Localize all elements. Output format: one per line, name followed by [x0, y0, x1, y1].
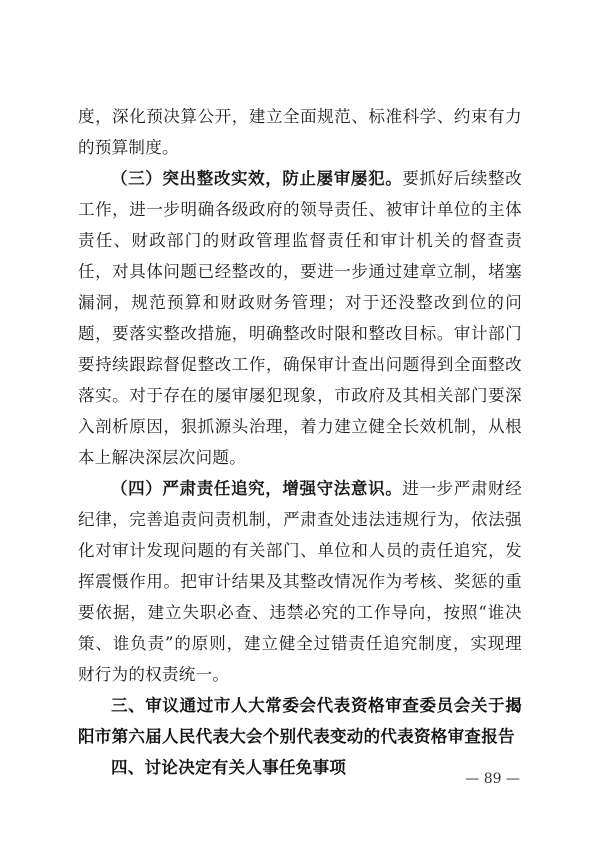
section-three-text: 要抓好后续整改工作，进一步明确各级政府的领导责任、被审计单位的主体责任、财政部门的财政管理监督责任和审计机关的督查责任，对具体问题已经整改的，要进一步通过建章立制，堵塞漏洞，规范预算和财政财务管理；对于还没整改到位的问题，要落实整改措施，明确整改时限和整改目标。审计部门要持续跟踪督促整改工作，确保审计查出问题得到全面整改落实。对于存在的屡审屡犯现象，市政府及其相关部门要深入剖析原因，狠抓源头治理，着力建立健全长效机制，从根本上解决深层次问题。	[78, 169, 522, 467]
agenda-heading-three: 三、审议通过市人大常委会代表资格审查委员会关于揭阳市第六届人民代表大会个别代表变动的代表资格审查报告	[78, 696, 522, 746]
agenda-heading-four: 四、讨论决定有关人事任免事项	[111, 758, 347, 777]
paragraph-section-three	[78, 163, 522, 473]
document-body	[78, 101, 522, 783]
section-three-lead: （三）突出整改实效，防止屡审屡犯。	[111, 169, 403, 188]
section-four-text: 进一步严肃财经纪律，完善追责问责机制，严肃查处违法违规行为，依法强化对审计发现问题的有关部门、单位和人员的责任追究，发挥震慑作用。把审计结果及其整改情况作为考核、奖惩的重要依据，建立失职必查、违禁必究的工作导向，按照“谁决策、谁负责”的原则，建立健全过错责任追究制度，实现理财行为的权责统一。	[78, 479, 522, 684]
section-four-lead: （四）严肃责任追究，增强守法意识。	[111, 479, 403, 498]
paragraph-continued: 度，深化预决算公开，建立全面规范、标准科学、约束有力的预算制度。	[78, 107, 522, 157]
page-number: — 89 —	[465, 771, 520, 787]
paragraph-section-four	[78, 473, 522, 690]
